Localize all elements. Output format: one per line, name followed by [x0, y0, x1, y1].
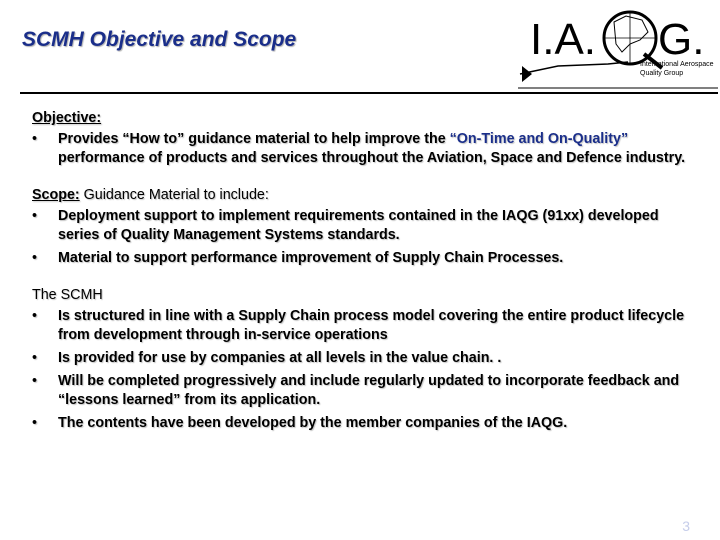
logo-letters-right: G.	[658, 15, 705, 64]
objective-heading: Objective:	[32, 110, 102, 126]
list-item: • Material to support performance improvement of Supply Chain Processes.	[32, 250, 564, 266]
logo-caption-line1: International Aerospace	[640, 61, 714, 68]
globe-q-icon	[604, 12, 662, 68]
bullet-icon: •	[32, 373, 38, 389]
bullet-icon: •	[32, 131, 38, 147]
slide-title: SCMH Objective and Scope	[22, 28, 297, 51]
list-item: • The contents have been developed by the member companies of the IAQG.	[32, 415, 568, 431]
bullet-icon: •	[32, 415, 38, 431]
logo-caption-line2: Quality Group	[640, 70, 684, 77]
page-number: 3	[682, 518, 690, 534]
list-item: • Will be completed progressively and include regularly updated to incorporate feedback and “lessons learned” from its application.	[32, 373, 680, 408]
scmh-list	[32, 307, 702, 433]
bullet-icon: •	[32, 208, 38, 224]
title-divider	[20, 92, 718, 94]
scope-heading: Scope: Guidance Material to include:	[32, 187, 269, 203]
scmh-heading: The SCMH	[32, 287, 103, 303]
slide-body	[32, 109, 702, 451]
objective-section	[32, 109, 702, 168]
bullet-icon: •	[32, 350, 38, 366]
logo-letters-left: I.A.	[530, 15, 597, 64]
scmh-section	[32, 286, 702, 433]
iaqg-logo	[518, 4, 720, 90]
bullet-icon: •	[32, 308, 38, 324]
list-item: • Is provided for use by companies at all levels in the value chain. .	[32, 350, 502, 366]
list-item: • Is structured in line with a Supply Chain process model covering the entire product lifecycle from development through in-service operations	[32, 308, 685, 343]
bullet-icon: •	[32, 250, 38, 266]
scope-section	[32, 186, 702, 268]
highlight-text: “On-Time and On-Quality”	[449, 131, 629, 147]
scope-list	[32, 207, 702, 268]
list-item: • Deployment support to implement requirements contained in the IAQG (91xx) developed series of Quality Management Systems standards.	[32, 208, 659, 243]
list-item: • Provides “How to” guidance material to help improve the “On-Time and On-Quality” performance of products and services throughout the Aviation, Space and Defence industry.	[32, 131, 686, 166]
objective-list	[32, 130, 702, 168]
